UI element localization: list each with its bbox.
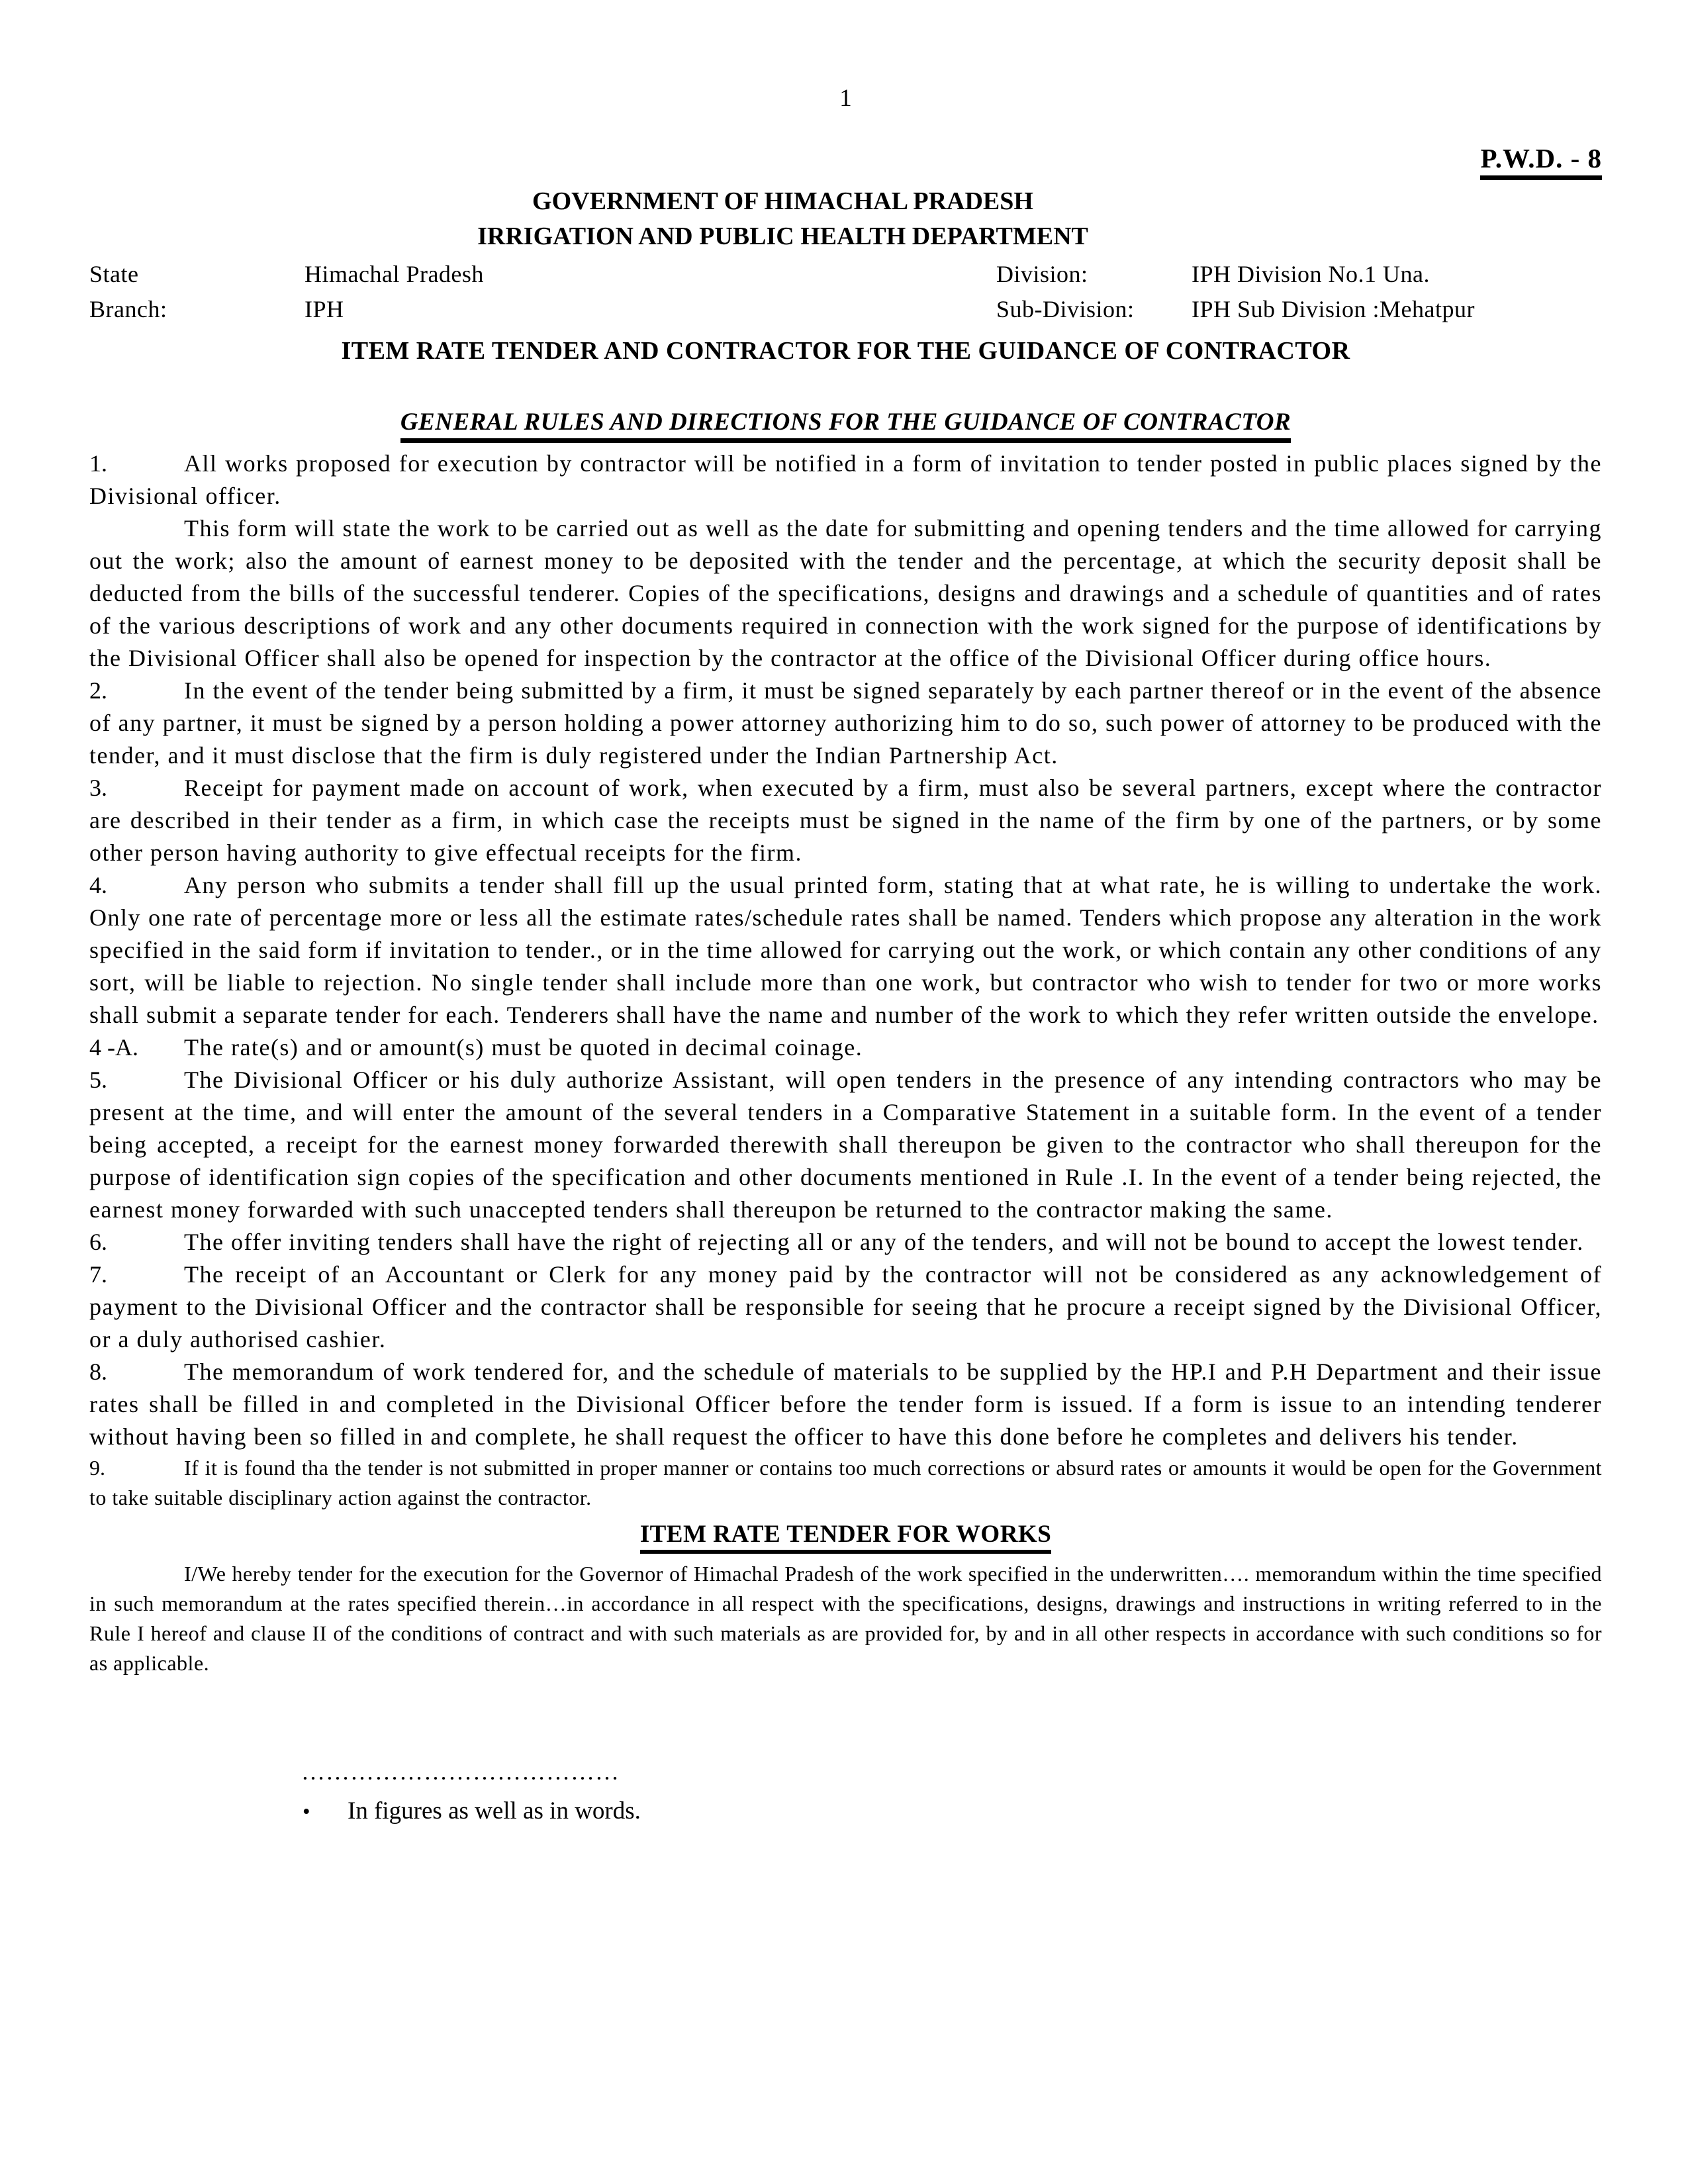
rule-text: All works proposed for execution by contractor will be notified in a form of invitation to tender posted in public places signed by the Divisional officer. (89, 450, 1602, 509)
rule-text: The receipt of an Accountant or Clerk for any money paid by the contractor will not be considered as any acknowledgement of payment to the Divisional Officer and the contractor shall be responsible for seeing that he procure a receipt signed by the Divisional Officer, or a duly authorised cashier. (89, 1261, 1602, 1353)
rule-item-4 (89, 869, 1602, 1031)
rule-number: 9. (89, 1456, 105, 1480)
rule-text: In the event of the tender being submitted by a firm, it must be signed separately by each partner thereof or in the event of the absence of any partner, it must be signed by a person holding a power attorney authorizing him to do so, such power of attorney to be produced with the tender, and it must disclose that the firm is duly registered under the Indian Partnership Act. (89, 677, 1602, 769)
rule-number: 4 -A. (89, 1034, 138, 1061)
rule-number: 4. (89, 872, 107, 898)
form-code-line (89, 142, 1602, 175)
general-rules-heading-line (89, 406, 1602, 438)
general-rules-heading: GENERAL RULES AND DIRECTIONS FOR THE GUIDANCE OF CONTRACTOR (400, 408, 1291, 443)
rule-text: The memorandum of work tendered for, and the schedule of materials to be supplied by the HP.I and P.H Department and their issue rates shall be filled in and completed in the Divisional Officer before the tender form is issued. If a form is issue to an intending tenderer without having been so filled in and complete, he shall request the officer to have this done before he completes and delivers his tender. (89, 1358, 1602, 1450)
rule-number: 5. (89, 1067, 107, 1093)
title-block (89, 184, 1476, 254)
tender-declaration-paragraph: I/We hereby tender for the execution for the Governor of Himachal Pradesh of the work specified in the underwritten…. memorandum within the time specified in such memorandum at the rates specified therein…in accordance in all respect with the specifications, designs, drawings and instructions in writing referred to in the Rule I hereof and clause II of the conditions of contract and with such materials as are provided for, by and in all other respects in accordance with such conditions so for as applicable. (89, 1562, 1602, 1675)
rule-text: The offer inviting tenders shall have the right of rejecting all or any of the tenders, and will not be bound to accept the lowest tender. (184, 1229, 1584, 1255)
rule-item-6 (89, 1226, 1602, 1258)
rule-text: Receipt for payment made on account of work, when executed by a firm, must also be several partners, except where the contractor are described in their tender as a firm, in which case the receipts must be signed in the name of the firm by one of the partners, or by some other person having authority to give effectual receipts for the firm. (89, 775, 1602, 866)
state-label: State (89, 261, 139, 287)
rule-item-7 (89, 1258, 1602, 1356)
rule-text: The rate(s) and or amount(s) must be quoted in decimal coinage. (184, 1034, 863, 1061)
rule-number: 8. (89, 1358, 107, 1385)
rule-number: 2. (89, 677, 107, 704)
item-rate-tender-for-works-heading: ITEM RATE TENDER FOR WORKS (640, 1521, 1052, 1554)
bullet-note-text: In figures as well as in words. (348, 1797, 641, 1825)
rule-item-1 (89, 448, 1602, 512)
dotted-fill-line: ………………………………… (301, 1758, 620, 1785)
division-label: Division: (996, 261, 1088, 287)
rule-item-8 (89, 1356, 1602, 1453)
rule-text: This form will state the work to be carried out as well as the date for submitting and opening tenders and the time allowed for carrying out the work; also the amount of earnest money to be deposited with the tender and the percentage, at which the security deposit shall be deducted from the bills of the successful tenderer. Copies of the specifications, designs and drawings and a schedule of quantities and of rates of the various descriptions of work and any other documents required in connection with the work signed for the purpose of identifications by the Divisional Officer shall also be opened for inspection by the contractor at the office of the Divisional Officer during office hours. (89, 515, 1602, 671)
rule-item-2 (89, 675, 1602, 772)
rule-item-9 (89, 1453, 1602, 1513)
government-title: GOVERNMENT OF HIMACHAL PRADESH (532, 187, 1033, 215)
rule-text: Any person who submits a tender shall fill up the usual printed form, stating that at what rate, he is willing to undertake the work. Only one rate of percentage more or less all the estimate rates/schedule rates shall be named. Tenders which propose any alteration in the work specified in the said form if invitation to tender., or in the time allowed for carrying out the work, or which contain any other conditions of any sort, will be liable to rejection. No single tender shall include more than one work, but contractor who wish to tender for two or more works shall submit a separate tender for each. Tenderers shall have the name and number of the work to which they refer written outside the envelope. (89, 872, 1602, 1028)
rule-number: 6. (89, 1229, 107, 1255)
rule-item-4A (89, 1031, 1602, 1064)
item-rate-tender-for-works-heading-line (89, 1518, 1602, 1551)
rule-paragraph (89, 512, 1602, 675)
bullet-note-line (303, 1795, 1602, 1828)
branch-value: IPH (305, 296, 344, 322)
rule-number: 3. (89, 775, 107, 801)
rule-text: If it is found tha the tender is not submitted in proper manner or contains too much corrections or absurd rates or amounts it would be open for the Government to take suitable disciplinary action against the contractor. (89, 1456, 1602, 1509)
rule-item-5 (89, 1064, 1602, 1226)
rule-item-3 (89, 772, 1602, 869)
bullet-icon: • (303, 1800, 310, 1824)
division-value: IPH Division No.1 Una. (1192, 261, 1430, 287)
sub-division-label: Sub-Division: (996, 296, 1135, 322)
form-code: P.W.D. - 8 (1480, 143, 1602, 180)
meta-grid (89, 257, 1602, 327)
branch-label: Branch: (89, 296, 167, 322)
rule-text: The Divisional Officer or his duly authorize Assistant, will open tenders in the presence of any intending contractors who may be present at the time, and will enter the amount of the several tenders in a Comparative Statement in a suitable form. In the event of a tender being accepted, a receipt for the earnest money forwarded therewith shall thereupon be given to the contractor who shall thereupon for the purpose of identification sign copies of the specification and other documents mentioned in Rule .I. In the event of a tender being rejected, the earnest money forwarded with such unaccepted tenders shall thereupon be returned to the contractor making the same. (89, 1067, 1602, 1223)
general-rules-list (89, 448, 1602, 1513)
item-rate-tender-title: ITEM RATE TENDER AND CONTRACTOR FOR THE GUIDANCE OF CONTRACTOR (341, 337, 1350, 365)
rule-number: 1. (89, 450, 107, 477)
rule-number: 7. (89, 1261, 107, 1288)
page-number: 1 (839, 85, 852, 112)
sub-division-value: IPH Sub Division :Mehatpur (1192, 296, 1476, 322)
state-value: Himachal Pradesh (305, 261, 484, 287)
department-title: IRRIGATION AND PUBLIC HEALTH DEPARTMENT (477, 222, 1088, 250)
